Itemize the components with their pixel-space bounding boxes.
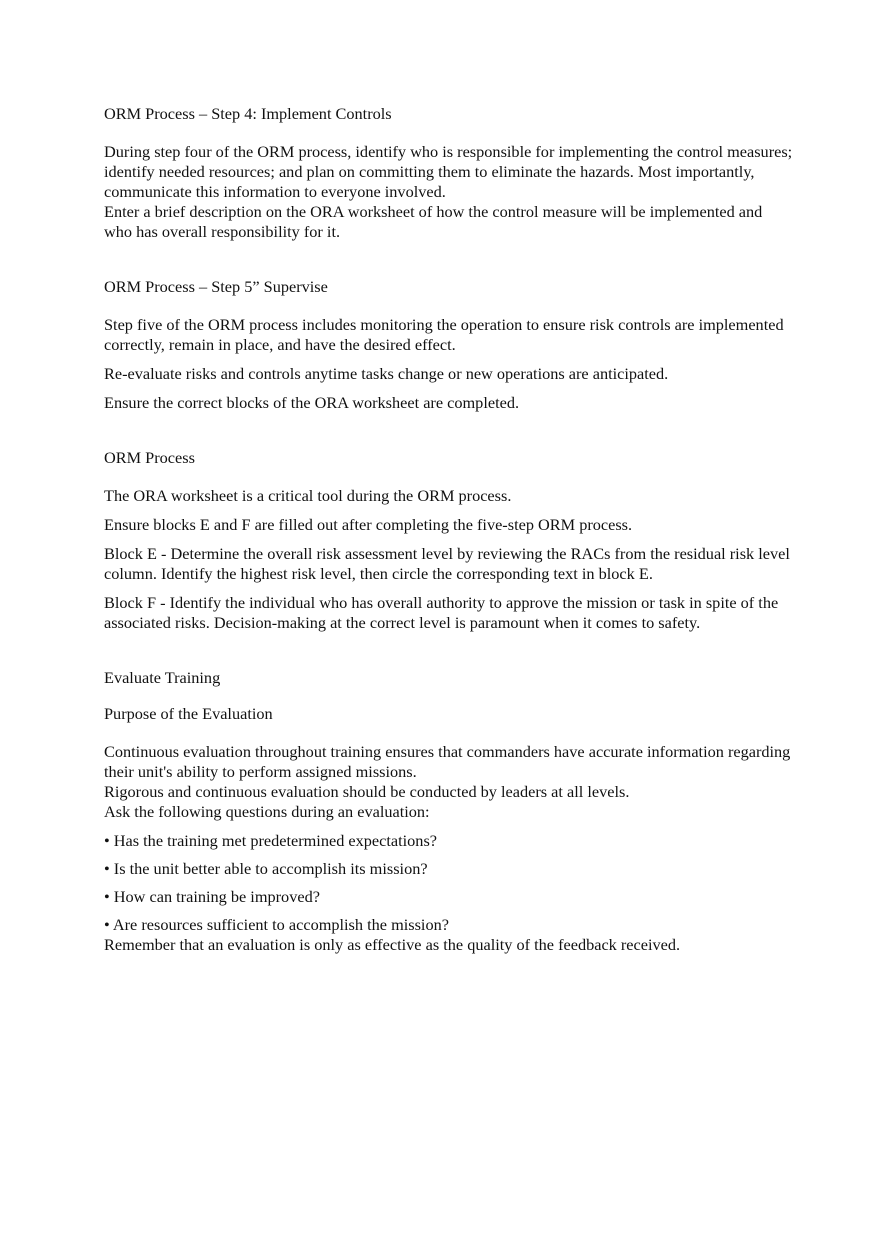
paragraph-step5-reevaluate: Re-evaluate risks and controls anytime tasks change or new operations are anticipated. <box>104 364 669 383</box>
paragraph-step5-monitoring: Step five of the ORM process includes monitoring the operation to ensure risk controls are implemented correctly, remain in place, and have the desired effect. <box>104 315 784 354</box>
section-orm-process <box>104 448 794 633</box>
list-item: • Are resources sufficient to accomplish the mission? <box>104 915 449 934</box>
list-item: • Has the training met predetermined expectations? <box>104 831 438 850</box>
paragraph-blocks-ef: Ensure blocks E and F are filled out after completing the five-step ORM process. <box>104 515 633 534</box>
paragraph-step4-intro: During step four of the ORM process, identify who is responsible for implementing the control measures; identify needed resources; and plan on committing them to eliminate the hazards. Most importantly, communicate this information to everyone involved. <box>104 142 793 201</box>
paragraph-step4-worksheet: Enter a brief description on the ORA worksheet of how the control measure will be implemented and who has overall responsibility for it. <box>104 202 763 241</box>
paragraph-ask-questions: Ask the following questions during an evaluation: <box>104 802 430 821</box>
section-title-evaluate-training: Evaluate Training <box>104 668 221 687</box>
section-evaluate-training <box>104 668 794 955</box>
paragraph-block-f: Block F - Identify the individual who has overall authority to approve the mission or task in spite of the associated risks. Decision-making at the correct level is paramount when it comes to safety. <box>104 593 779 632</box>
list-item: • How can training be improved? <box>104 887 320 906</box>
paragraph-ora-tool: The ORA worksheet is a critical tool during the ORM process. <box>104 486 512 505</box>
section-title-orm-process: ORM Process <box>104 448 195 467</box>
paragraph-step5-blocks: Ensure the correct blocks of the ORA worksheet are completed. <box>104 393 520 412</box>
section-implement-controls <box>104 104 794 242</box>
paragraph-block-e: Block E - Determine the overall risk assessment level by reviewing the RACs from the residual risk level column. Identify the highest risk level, then circle the corresponding text in block E. <box>104 544 790 583</box>
list-item: • Is the unit better able to accomplish its mission? <box>104 859 428 878</box>
paragraph-continuous-evaluation: Continuous evaluation throughout training ensures that commanders have accurate information regarding their unit's ability to perform assigned missions. <box>104 742 791 781</box>
document-page <box>104 104 794 955</box>
section-supervise <box>104 277 794 413</box>
paragraph-closing-remark: Remember that an evaluation is only as effective as the quality of the feedback received. <box>104 935 681 954</box>
section-subtitle-purpose: Purpose of the Evaluation <box>104 704 273 723</box>
section-title-step5: ORM Process – Step 5” Supervise <box>104 277 328 296</box>
paragraph-rigorous-evaluation: Rigorous and continuous evaluation should be conducted by leaders at all levels. <box>104 782 630 801</box>
section-title-step4: ORM Process – Step 4: Implement Controls <box>104 104 392 123</box>
